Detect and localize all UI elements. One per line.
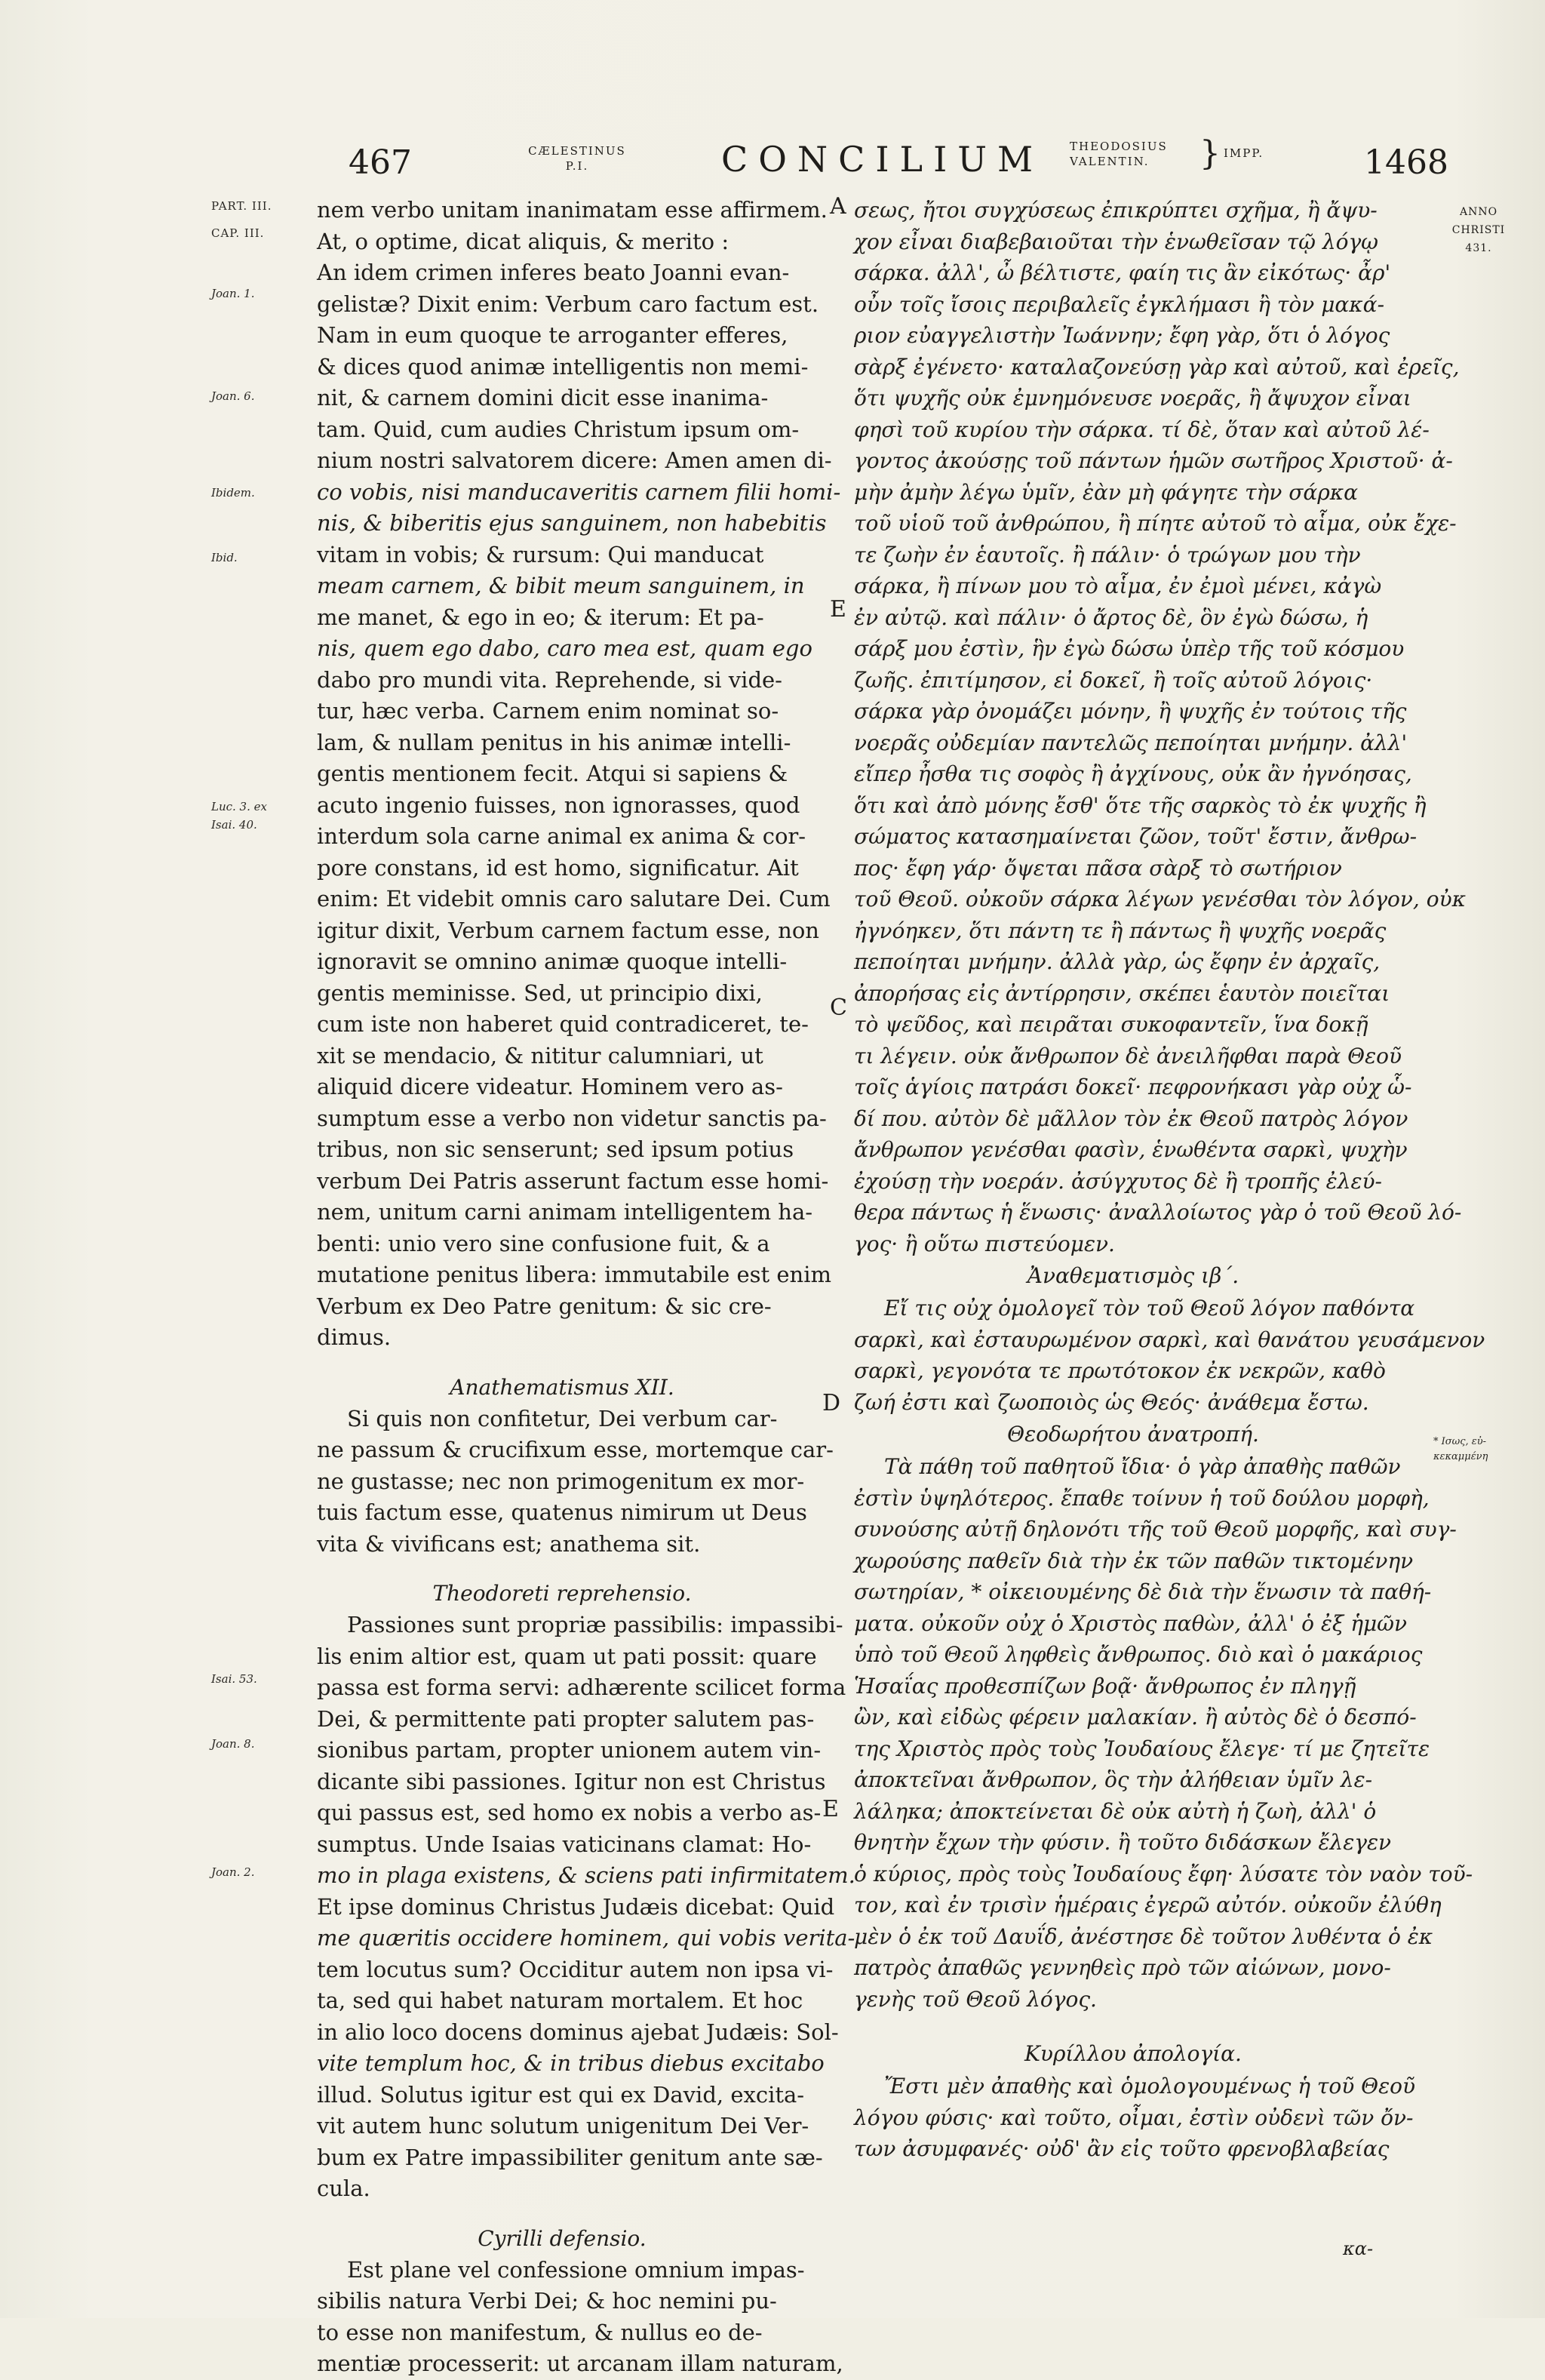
- text-line: meam carnem, & bibit meum sanguinem, in: [317, 573, 805, 598]
- text-line: illud. Solutus igitur est qui ex David, excita-: [317, 2081, 805, 2108]
- header-brace: }: [1199, 134, 1221, 173]
- latin-heading-cyrilli: Cyrilli defensio.: [478, 2225, 647, 2251]
- text-line: πατρὸς ἀπαθῶς γεννηθεὶς πρὸ τῶν αἰώνων, μονο-: [854, 1955, 1391, 1980]
- text-line: σαρκὶ, γεγονότα τε πρωτότοκον ἐκ νεκρῶν, καθὸ: [854, 1358, 1386, 1383]
- text-line: εἴπερ ἦσθα τις σοφὸς ἢ ἀγχίνους, οὐκ ἂν ἠγνόησας,: [854, 761, 1412, 786]
- header-title: CONCILIUM: [721, 139, 1044, 180]
- text-line: ἐν αὐτῷ. καὶ πάλιν· ὁ ἄρτος δὲ, ὃν ἐγὼ δώσω, ἡ: [854, 604, 1368, 630]
- margin-note-joan-8: Joan. 8.: [211, 1737, 255, 1751]
- text-line: igitur dixit, Verbum carnem factum esse, non: [317, 917, 819, 943]
- text-line: dabo pro mundi vita. Reprehende, si vide-: [317, 666, 782, 693]
- margin-note-joan-1: Joan. 1.: [211, 287, 255, 300]
- text-line: tuis factum esse, quatenus nimirum ut Deus: [317, 1499, 807, 1525]
- text-line: σάρκα. ἀλλ', ὦ βέλτιστε, φαίη τις ἂν εἰκότως· ἆρ': [854, 260, 1391, 285]
- text-line: me quæritis occidere hominem, qui vobis verita-: [317, 1925, 855, 1951]
- text-line: σώματος κατασημαίνεται ζῶον, τοῦτ' ἔστιν, ἄνθρω-: [854, 824, 1418, 849]
- latin-heading-theodoreti: Theodoreti reprehensio.: [432, 1581, 692, 1606]
- text-line: cum iste non haberet quid contradiceret, te-: [317, 1011, 809, 1037]
- text-line: Dei, & permittente pati propter salutem pas-: [317, 1705, 815, 1732]
- margin-note-cap: CAP. III.: [211, 226, 265, 240]
- text-line: σὰρξ ἐγένετο· καταλαζονεύσῃ γὰρ καὶ αὐτοῦ, καὶ ἐρεῖς,: [854, 354, 1460, 380]
- year-label: 431.: [1465, 242, 1492, 254]
- text-line: nit, & carnem domini dicit esse inanima-: [317, 385, 769, 411]
- text-line: benti: unio vero sine confusione fuit, & a: [317, 1230, 770, 1256]
- margin-note-greek-1: * Ισως, εὐ-: [1433, 1436, 1487, 1447]
- text-line: bum ex Patre impassibiliter genitum ante sæ-: [317, 2144, 823, 2170]
- text-line: ζωῆς. ἐπιτίμησον, εἰ δοκεῖ, ἢ τοῖς αὐτοῦ λόγοις·: [854, 667, 1373, 693]
- section-letter-e-2: E: [822, 1796, 839, 1822]
- page-number-right: 1468: [1364, 143, 1448, 182]
- text-line: σαρκὶ, καὶ ἐσταυρωμένον σαρκὶ, καὶ θανάτου γευσάμενον: [854, 1327, 1485, 1352]
- text-line: gelistæ? Dixit enim: Verbum caro factum est.: [317, 291, 819, 317]
- latin-paragraph-2: [317, 1404, 834, 1561]
- text-line: φησὶ τοῦ κυρίου τὴν σάρκα. τί δὲ, ὅταν καὶ αὐτοῦ λέ-: [854, 417, 1430, 442]
- text-line: verbum Dei Patris asserunt factum esse homi-: [317, 1167, 829, 1194]
- text-line: mo in plaga existens, & sciens pati infirmitatem.: [317, 1862, 855, 1888]
- text-line: vit autem hunc solutum unigenitum Dei Ver-: [317, 2113, 809, 2139]
- text-line: Nam in eum quoque te arroganter efferes,: [317, 322, 788, 348]
- margin-note-part: PART. III.: [211, 199, 272, 213]
- text-line: τε ζωὴν ἐν ἑαυτοῖς. ἢ πάλιν· ὁ τρώγων μου τὴν: [854, 542, 1361, 567]
- text-line: ne gustasse; nec non primogenitum ex mor-: [317, 1468, 805, 1494]
- text-line: τι λέγειν. οὐκ ἄνθρωπον δὲ ἀνειλῆφθαι παρὰ Θεοῦ: [854, 1043, 1402, 1069]
- text-line: ριον εὐαγγελιστὴν Ἰωάννην; ἔφη γὰρ, ὅτι ὁ λόγος: [854, 323, 1390, 348]
- greek-paragraph-2: [854, 1293, 1485, 1418]
- text-line: δί που. αὐτὸν δὲ μᾶλλον τὸν ἐκ Θεοῦ πατρὸς λόγον: [854, 1105, 1408, 1131]
- text-line: & dices quod animæ intelligentis non memi-: [317, 353, 809, 380]
- margin-note-isai-40: Isai. 40.: [211, 818, 257, 832]
- text-line: nis, quem ego dabo, caro mea est, quam ego: [317, 635, 812, 661]
- text-line: pore constans, id est homo, significatur. Ait: [317, 854, 799, 881]
- text-line: sionibus partam, propter unionem autem vin-: [317, 1737, 822, 1763]
- text-line: nis, & biberitis ejus sanguinem, non habebitis: [317, 510, 827, 536]
- section-letter-d: D: [822, 1390, 841, 1416]
- text-line: At, o optime, dicat aliquis, & merito :: [317, 228, 729, 254]
- text-line: vitam in vobis; & rursum: Qui manducat: [317, 541, 764, 567]
- text-line: nem, unitum carni animam intelligentem ha-: [317, 1199, 813, 1225]
- text-line: τον, καὶ ἐν τρισὶν ἡμέραις ἐγερῶ αὐτόν. οὐκοῦν ἐλύθη: [854, 1893, 1442, 1917]
- text-line: ἠγνόηκεν, ὅτι πάντη τε ἢ πάντως ἢ ψυχῆς νοερᾶς: [854, 918, 1387, 943]
- text-line: νοερᾶς οὐδεμίαν παντελῶς πεποίηται μνήμην. ἀλλ': [854, 730, 1408, 755]
- text-line: ἀποκτεῖναι ἄνθρωπον, ὃς τὴν ἀλήθειαν ὑμῖν λε-: [854, 1767, 1373, 1792]
- text-line: mentiæ processerit: ut arcanam illam naturam,: [317, 2351, 843, 2376]
- running-header: [0, 134, 1545, 195]
- latin-heading-anathematismus: Anathematismus XII.: [450, 1374, 674, 1400]
- text-line: sumptum esse a verbo non videtur sanctis pa-: [317, 1105, 827, 1131]
- text-line: σωτηρίαν, * οἰκειουμένης δὲ διὰ τὴν ἕνωσιν τὰ παθή-: [854, 1579, 1432, 1604]
- text-line: σάρκα γὰρ ὀνομάζει μόνην, ἢ ψυχῆς ἐν τούτοις τῆς: [854, 699, 1407, 724]
- greek-heading-theodoretou: Θεοδωρήτου ἀνατροπή.: [1007, 1422, 1259, 1447]
- text-line: enim: Et videbit omnis caro salutare Dei. Cum: [317, 886, 831, 912]
- text-line: in alio loco docens dominus ajebat Judæis: Sol-: [317, 2019, 839, 2045]
- text-line: Ἔστι μὲν ἀπαθὴς καὶ ὁμολογουμένως ἡ τοῦ Θεοῦ: [884, 2074, 1416, 2099]
- section-letter-a: A: [830, 193, 846, 220]
- margin-note-joan-2: Joan. 2.: [211, 1865, 255, 1879]
- header-valentin: VALENTIN.: [1070, 155, 1150, 168]
- margin-note-ibidem: Ibidem.: [211, 486, 255, 500]
- text-line: σάρκα, ἢ πίνων μου τὸ αἷμα, ἐν ἐμοὶ μένει, κἀγὼ: [854, 573, 1382, 598]
- text-line: χωρούσης παθεῖν διὰ τὴν ἐκ τῶν παθῶν τικτομένην: [854, 1548, 1414, 1573]
- text-line: σάρξ μου ἐστὶν, ἣν ἐγὼ δώσω ὑπὲρ τῆς τοῦ κόσμου: [854, 636, 1405, 661]
- text-line: An idem crimen inferes beato Joanni evan-: [317, 260, 790, 285]
- text-line: ματα. οὐκοῦν οὐχ ὁ Χριστὸς παθὼν, ἀλλ' ὁ ἐξ ἡμῶν: [854, 1610, 1408, 1636]
- catchword: κα-: [1343, 2238, 1374, 2259]
- text-line: Ἡσαΐας προθεσπίζων βοᾷ· ἄνθρωπος ἐν πληγῇ: [854, 1673, 1356, 1699]
- text-line: ἀπορήσας εἰς ἀντίρρησιν, σκέπει ἑαυτὸν ποιεῖται: [854, 980, 1390, 1006]
- text-line: των ἀσυμφανές· οὐδ' ἂν εἰς τοῦτο φρενοβλαβείας: [854, 2136, 1390, 2161]
- margin-note-isai-53: Isai. 53.: [211, 1672, 257, 1686]
- margin-note-ibid: Ibid.: [211, 551, 238, 564]
- text-line: vita & vivificans est; anathema sit.: [317, 1530, 701, 1557]
- text-line: gentis meminisse. Sed, ut principio dixi,: [317, 979, 763, 1006]
- text-line: aliquid dicere videatur. Hominem vero as-: [317, 1074, 783, 1099]
- header-left-small: [528, 143, 626, 174]
- greek-heading-anathematismos: Ἀναθεματισμὸς ιβ΄.: [1027, 1263, 1239, 1288]
- anno-label: ANNO: [1459, 206, 1498, 218]
- text-line: co vobis, nisi manducaveritis carnem filii homi-: [317, 478, 841, 505]
- text-line: Si quis non confitetur, Dei verbum car-: [347, 1405, 778, 1431]
- text-line: λάληκα; ἀποκτείνεται δὲ οὐκ αὐτὴ ἡ ζωὴ, ἀλλ' ὁ: [854, 1798, 1377, 1824]
- text-line: mutatione penitus libera: immutabile est enim: [317, 1262, 832, 1287]
- text-line: θερα πάντως ἡ ἕνωσις· ἀναλλοίωτος γὰρ ὁ τοῦ Θεοῦ λό-: [854, 1200, 1462, 1225]
- latin-column: [317, 195, 855, 2380]
- text-line: ἐστὶν ὑψηλότερος. ἔπαθε τοίνυν ἡ τοῦ δούλου μορφὴ,: [854, 1485, 1430, 1511]
- text-line: μὴν ἀμὴν λέγω ὑμῖν, ἐὰν μὴ φάγητε τὴν σάρκα: [854, 479, 1359, 505]
- page-number-left: 467: [349, 143, 412, 182]
- christi-label: CHRISTI: [1451, 224, 1506, 236]
- text-line: Est plane vel confessione omnium impas-: [347, 2256, 805, 2283]
- text-line: ἐχούσῃ τὴν νοεράν. ἀσύγχυτος δὲ ἢ τροπῆς ἐλεύ-: [854, 1168, 1382, 1194]
- text-line: ignoravit se omnino animæ quoque intelli-: [317, 949, 788, 974]
- text-line: interdum sola carne animal ex anima & cor-: [317, 823, 806, 849]
- text-line: μὲν ὁ ἐκ τοῦ Δαυΐδ, ἀνέστησε δὲ τοῦτον λυθέντα ὁ ἐκ: [854, 1923, 1433, 1949]
- text-line: ζωή ἐστι καὶ ζωοποιὸς ὡς Θεός· ἀνάθεμα ἔστω.: [854, 1389, 1369, 1415]
- text-line: sibilis natura Verbi Dei; & hoc nemini pu-: [317, 2288, 777, 2314]
- text-line: tribus, non sic senserunt; sed ipsum potius: [317, 1136, 794, 1162]
- text-line: dimus.: [317, 1324, 392, 1350]
- text-line: ὑπὸ τοῦ Θεοῦ ληφθεὶς ἄνθρωπος. διὸ καὶ ὁ μακάριος: [854, 1642, 1423, 1667]
- section-letter-e: E: [830, 596, 846, 623]
- margin-note-greek-2: κεκαμμένη: [1433, 1451, 1488, 1462]
- header-theodosius: THEODOSIUS: [1070, 140, 1168, 153]
- text-line: χον εἶναι διαβεβαιοῦται τὴν ἑνωθεῖσαν τῷ λόγῳ: [854, 229, 1379, 254]
- header-p1: P.I.: [565, 159, 589, 173]
- text-line: ἄνθρωπον γενέσθαι φασὶν, ἑνωθέντα σαρκὶ, ψυχὴν: [854, 1137, 1408, 1162]
- greek-paragraph-1: [854, 195, 1466, 1259]
- text-line: xit se mendacio, & nititur calumniari, ut: [317, 1042, 763, 1069]
- text-line: lam, & nullam penitus in his animæ intelli-: [317, 729, 791, 755]
- latin-paragraph-3: [317, 1610, 855, 2205]
- latin-paragraph-1: [317, 195, 841, 1354]
- text-line: τὸ ψεῦδος, καὶ πειρᾶται συκοφαντεῖν, ἵνα δοκῇ: [854, 1012, 1368, 1037]
- text-line: Passiones sunt propriæ passibilis: impassibi-: [347, 1612, 843, 1637]
- text-line: sumptus. Unde Isaias vaticinans clamat: Ho-: [317, 1831, 812, 1857]
- greek-heading-kyrillou: Κυρίλλου ἀπολογία.: [1024, 2041, 1242, 2066]
- text-line: me manet, & ego in eo; & iterum: Et pa-: [317, 604, 764, 630]
- text-line: της Χριστὸς πρὸς τοὺς Ἰουδαίους ἔλεγε· τί με ζητεῖτε: [854, 1736, 1430, 1761]
- text-line: to esse non manifestum, & nullus eo de-: [317, 2319, 763, 2345]
- header-impp: IMPP.: [1224, 146, 1264, 160]
- header-caelestinus: CÆLESTINUS: [528, 144, 626, 158]
- text-line: tam. Quid, cum audies Christum ipsum om-: [317, 416, 800, 442]
- text-line: Τὰ πάθη τοῦ παθητοῦ ἴδια· ὁ γὰρ ἀπαθὴς παθῶν: [884, 1454, 1401, 1479]
- text-line: λόγου φύσις· καὶ τοῦτο, οἶμαι, ἐστὶν οὐδενὶ τῶν ὄν-: [854, 2105, 1414, 2130]
- text-line: cula.: [317, 2176, 370, 2201]
- text-line: Verbum ex Deo Patre genitum: & sic cre-: [317, 1293, 772, 1319]
- greek-paragraph-4: [854, 2071, 1416, 2165]
- text-line: dicante sibi passiones. Igitur non est Christus: [317, 1768, 826, 1794]
- text-line: Εἴ τις οὐχ ὁμολογεῖ τὸν τοῦ Θεοῦ λόγον παθόντα: [884, 1296, 1415, 1321]
- text-line: τοῦ υἱοῦ τοῦ ἀνθρώπου, ἢ πίητε αὐτοῦ τὸ αἷμα, οὐκ ἔχε-: [854, 511, 1457, 536]
- text-line: qui passus est, sed homo ex nobis a verbo as-: [317, 1800, 822, 1825]
- text-line: acuto ingenio fuisses, non ignorasses, quod: [317, 792, 800, 818]
- margin-note-luc-3: Luc. 3. ex: [211, 800, 267, 813]
- text-line: ὅτι ψυχῆς οὐκ ἐμνημόνευσε νοερᾶς, ἢ ἄψυχον εἶναι: [854, 386, 1411, 411]
- text-line: lis enim altior est, quam ut pati possit: quare: [317, 1643, 817, 1669]
- text-line: θνητὴν ἔχων τὴν φύσιν. ἢ τοῦτο διδάσκων ἔλεγεν: [854, 1830, 1392, 1855]
- header-right-small: [1070, 139, 1198, 169]
- text-line: τοῖς ἁγίοις πατράσι δοκεῖ· πεφρονήκασι γὰρ οὐχ ὧ-: [854, 1075, 1412, 1099]
- text-line: vite templum hoc, & in tribus diebus excitabo: [317, 2050, 825, 2076]
- text-line: συνούσης αὐτῇ δηλονότι τῆς τοῦ Θεοῦ μορφῆς, καὶ συγ-: [854, 1517, 1457, 1542]
- text-line: gentis mentionem fecit. Atqui si sapiens &: [317, 761, 788, 786]
- text-line: tem locutus sum? Occiditur autem non ipsa vi-: [317, 1956, 834, 1982]
- text-line: tur, hæc verba. Carnem enim nominat so-: [317, 698, 779, 724]
- text-line: γος· ἢ οὕτω πιστεύομεν.: [854, 1231, 1115, 1256]
- text-line: τοῦ Θεοῦ. οὐκοῦν σάρκα λέγων γενέσθαι τὸν λόγον, οὐκ: [854, 887, 1466, 912]
- section-letter-c: C: [830, 995, 847, 1021]
- text-line: γενὴς τοῦ Θεοῦ λόγος.: [854, 1986, 1097, 2012]
- text-line: πεποίηται μνήμην. ἀλλὰ γὰρ, ὡς ἔφην ἐν ἀρχαῖς,: [854, 949, 1381, 974]
- text-line: ὁ κύριος, πρὸς τοὺς Ἰουδαίους ἔφη· λύσατε τὸν ναὸν τοῦ-: [854, 1861, 1473, 1886]
- text-line: nem verbo unitam inanimatam esse affirmem.: [317, 197, 828, 223]
- text-line: οὖν τοῖς ἴσοις περιβαλεῖς ἐγκλήμασι ἢ τὸν μακά-: [854, 291, 1385, 317]
- margin-note-joan-6: Joan. 6.: [211, 389, 255, 403]
- text-line: σεως, ἤτοι συγχύσεως ἐπικρύπτει σχῆμα, ἢ ἄψυ-: [854, 198, 1378, 223]
- latin-paragraph-4: [317, 2255, 843, 2380]
- text-line: ta, sed qui habet naturam mortalem. Et hoc: [317, 1988, 803, 2013]
- text-line: nium nostri salvatorem dicere: Amen amen di-: [317, 447, 832, 473]
- text-line: Et ipse dominus Christus Judæis dicebat: Quid: [317, 1893, 835, 1920]
- text-line: ὢν, καὶ εἰδὼς φέρειν μαλακίαν. ἢ αὐτὸς δὲ ὁ δεσπό-: [854, 1705, 1417, 1730]
- text-line: πος· ἔφη γάρ· ὄψεται πᾶσα σὰρξ τὸ σωτήριον: [854, 855, 1342, 881]
- text-line: ne passum & crucifixum esse, mortemque car-: [317, 1437, 834, 1462]
- text-line: γοντος ἀκούσῃς τοῦ πάντων ἡμῶν σωτῆρος Χριστοῦ· ἀ-: [854, 448, 1453, 473]
- text-line: ὅτι καὶ ἀπὸ μόνης ἔσθ' ὅτε τῆς σαρκὸς τὸ ἐκ ψυχῆς ἢ: [854, 792, 1427, 818]
- text-line: passa est forma servi: adhærente scilicet forma: [317, 1674, 846, 1700]
